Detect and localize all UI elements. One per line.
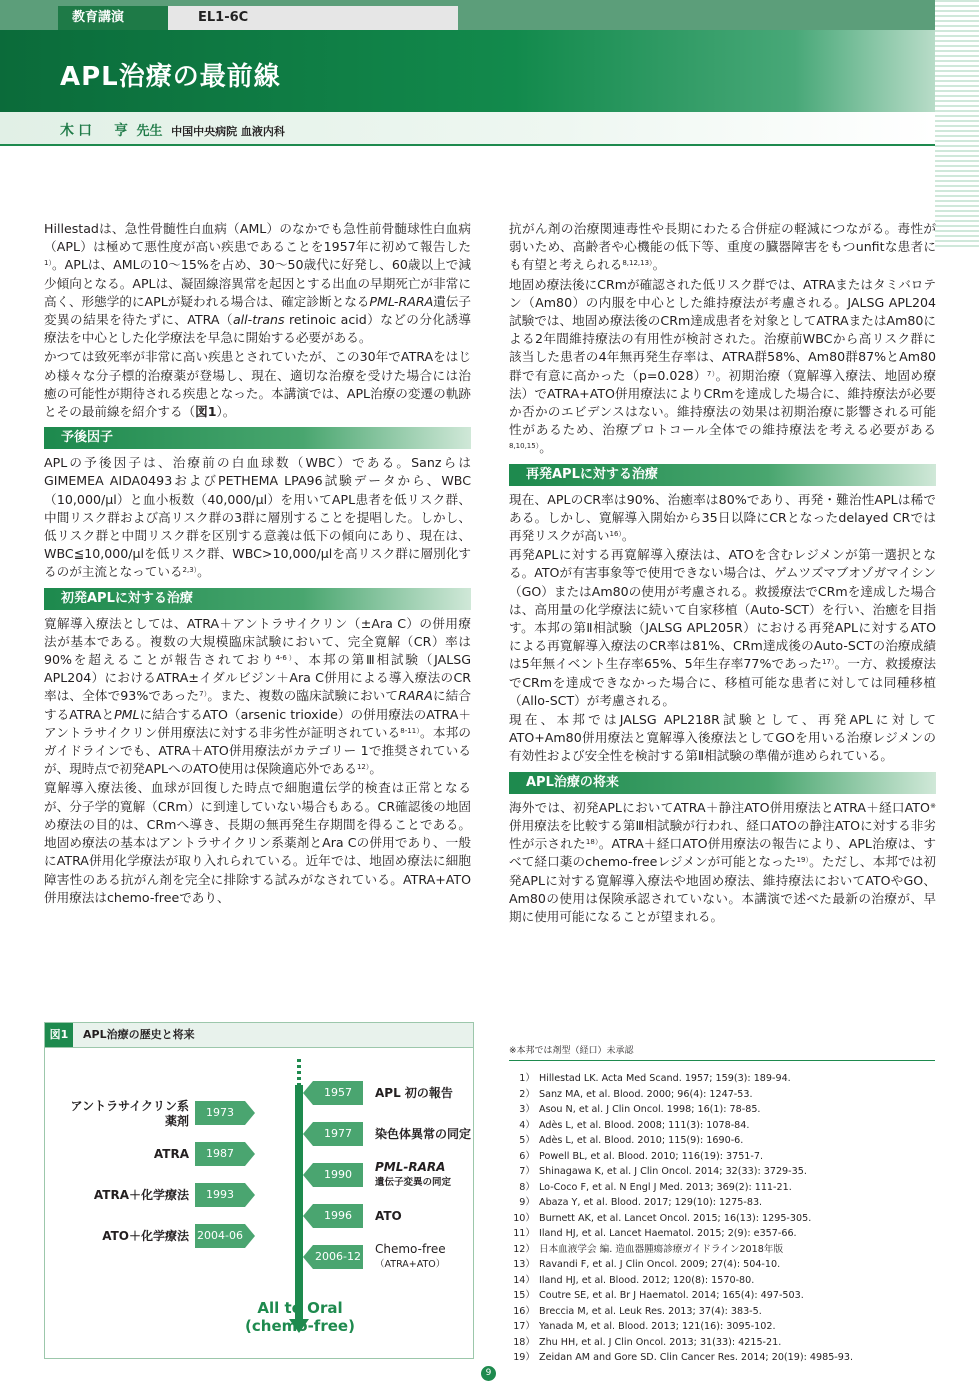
- arrow-right-icon: [245, 1224, 255, 1248]
- page-number: 9: [481, 1366, 496, 1381]
- reference-item: 3） Asou N, et al. J Clin Oncol. 1998; 16(1): 78-85.: [519, 1104, 761, 1115]
- section-heading-relapse: 再発APLに対する治療: [509, 464, 936, 486]
- left-column: [44, 220, 471, 907]
- author-honorific: 先生: [136, 124, 163, 139]
- reference-item: 16） Breccia M, et al. Leuk Res. 2013; 37(4): 383-5.: [513, 1305, 762, 1317]
- reference-item: 12） 日本血液学会 編. 造血器腫瘍診療ガイドライン2018年版: [513, 1243, 784, 1255]
- figure-1: [44, 1022, 474, 1359]
- timeline-left-label: ATRA: [153, 1147, 189, 1161]
- timeline-right-label: APL 初の報告: [375, 1086, 453, 1100]
- arrow-right-icon: [245, 1101, 255, 1125]
- relapse-paragraph-2: 再発APLに対する再寛解導入療法は、ATOを含むレジメンが第一選択となる。ATOが有害事象等で使用できない場合は、ゲムツズマブオゾガマイシン（GO）またはAm80の使用が考慮される。救援療法でCRmを達成した場合は、高用量の化学療法に続いて自家移植（Auto-SCT）を行い、治癒を目指す。本邦の第Ⅱ相試験（JALSG APL205R）における再発APLに対するATOによる再寛解導入療法のCR率は81%、CRm達成後のAuto-SCTの治療成績は5年無イベント生存率65%、5年生存率77%であった$^{17)}$。一方、救援療法でCRmを達成できなかった場合に、移植可能な患者に対しては同種移植（Allo-SCT）が考慮される。: [509, 547, 936, 708]
- timeline-right-label: 染色体異常の同定: [375, 1127, 472, 1141]
- intro-paragraph-2: かつては致死率が非常に高い疾患とされていたが、この30年でATRAをはじめ様々な分子標的治療薬が登場し、現在、適切な治療を受けた場合には治癒の可能性が期待される疾患となった。本講演では、APL治療の変遷の軌跡とその最前線を紹介する（図1）。: [44, 349, 471, 420]
- page-title: APL治療の最前線: [60, 62, 281, 92]
- author-affiliation: 中国中央病院 血液内科: [171, 125, 285, 138]
- reference-item: 14） Iland HJ, et al. Blood. 2012; 120(8): 1570-80.: [513, 1274, 755, 1286]
- timeline-right-label: PML-RARA 遺伝子変異の同定: [375, 1160, 452, 1188]
- reference-item: 1） Hillestad LK. Acta Med Scand. 1957; 159(3): 189-94.: [519, 1073, 791, 1084]
- intro-paragraph-1: Hillestadは、急性骨髄性白血病（AML）のなかでも急性前骨髄球性白血病（APL）は極めて悪性度が高い疾患であることを1957年に初めて報告した$^{1)}$。APLは、AMLの10～15%を占め、30～50歳代に好発し、60歳以上で減少傾向となる。APLは、凝固線溶異常を起因とする出血の早期死亡が非常に高く、形態学的にAPLが疑われる場合は、確定診断となるPML-RARA遺伝子変異の結果を待たずに、ATRA（all-trans retinoic acid）などの分化誘導療法を中心とした化学療法を早急に開始する必要がある。: [44, 221, 471, 346]
- maintenance-paragraph: 地固め療法後にCRmが確認された低リスク群では、ATRAまたはタミバロテン（Am80）の内服を中心とした維持療法が考慮される。JALSG APL204試験では、地固め療法後のCRm達成患者を対象としてATRAまたはAm80による2年間維持療法の有用性が検討された。治療前WBCから高リスク群に該当した患者の4年無再発生存率は、ATRA群58%、Am80群87%とAm80群で有意に高かった（p=0.028）$^{7)}$。初期治療（寛解導入療法、地固め療法）でATRA+ATO併用療法によりCRmを達成した場合に、維持療法が必要か否かのエビデンスはない。維持療法の効果は初期治療に影響される可能性があるため、治療プロトコール全体での維持療法を考える必要がある$^{8,10,15)}$。: [509, 276, 936, 456]
- timeline-left-label: アントラサイクリン系 薬剤: [70, 1099, 189, 1128]
- timeline-dashed-start: [297, 1059, 301, 1085]
- reference-item: 19） Zeidan AM and Gore SD. Clin Cancer Res. 2014; 20(19): 4985-93.: [513, 1352, 854, 1363]
- timeline-axis: [295, 1085, 303, 1320]
- reference-item: 6） Powell BL, et al. Blood. 2010; 116(19): 3751-7.: [519, 1150, 764, 1162]
- reference-item: 2） Sanz MA, et al. Blood. 2000; 96(4): 1247-53.: [519, 1088, 753, 1100]
- reference-item: 17） Yanada M, et al. Blood. 2013; 121(16): 3095-102.: [513, 1321, 776, 1332]
- section-heading-initial-treatment: 初発APLに対する治療: [44, 588, 471, 610]
- timeline-right-label: Chemo-free （ATRA+ATO）: [375, 1242, 446, 1270]
- initial-treatment-paragraph-1: 寛解導入療法としては、ATRA＋アントラサイクリン（±Ara C）の併用療法が基本である。複数の大規模臨床試験において、完全寛解（CR）率は90%を超えることが報告されており$^{4-6)}$、本邦の第Ⅲ相試験（JALSG APL204）におけるATRA±イダルビジン＋Ara C併用による導入療法のCR率は、全体で93%であった$^{7)}$。また、複数の臨床試験においてRARAに結合するATRAとPMLに結合するATO（arsenic trioxide）の併用療法のATRA＋アントラサイクリン併用療法に対する非劣性が証明されている$^{8-11)}$。本邦のガイドラインでも、ATRA＋ATO併用療法がカテゴリー 1で推奨されているが、現時点で初発APLへのATO使用は保険適応外である$^{12)}$。: [44, 615, 472, 777]
- relapse-paragraph-1: 現在、APLのCR率は90%、治癒率は80%であり、再発・難治性APLは稀である。しかし、寛解導入開始から35日以降にCRとなったdelayed CRでは再発リスクが高い$^{16)}$。: [509, 491, 936, 544]
- timeline-left-label: ATO＋化学療法: [102, 1229, 189, 1243]
- reference-item: 11） Iland HJ, et al. Lancet Haematol. 2015; 2(9): e357-66.: [513, 1228, 797, 1239]
- timeline-left-label: ATRA＋化学療法: [93, 1188, 189, 1202]
- author-name: 木口 亨: [60, 123, 132, 139]
- timeline-right-year: 1996: [313, 1204, 363, 1228]
- arrow-left-icon: [303, 1163, 313, 1187]
- references-divider: [509, 1060, 935, 1063]
- arrow-left-icon: [303, 1122, 313, 1146]
- reference-item: 10） Burnett AK, et al. Lancet Oncol. 2015; 16(13): 1295-305.: [513, 1212, 812, 1224]
- reference-item: 13） Ravandi F, et al. J Clin Oncol. 2009; 27(4): 504-10.: [513, 1259, 781, 1270]
- timeline-right-year: 1990: [313, 1163, 363, 1187]
- timeline-left-year: 1993: [195, 1183, 245, 1207]
- timeline-right-year: 1977: [313, 1122, 363, 1146]
- timeline-left-year: 2004-06: [195, 1224, 245, 1248]
- future-paragraph: 海外では、初発APLにおいてATRA＋静注ATO併用療法とATRA＋経口ATO※併用療法を比較する第Ⅲ相試験が行われ、経口ATOの静注ATOに対する非劣性が示された$^{18)}$。ATRA＋経口ATO併用療法の報告により、APL治療は、すべて経口薬のchemo-freeレジメンが可能となった$^{19)}$。ただし、本邦では初発APLに対する寛解導入療法や地固め療法、維持療法においてATOやGO、Am80の使用は保険承認されていない。本講演で述べた最新の治療が、早期に使用可能になることが望まれる。: [509, 799, 936, 924]
- footnote: ※本邦では剤型（経口）未承認: [509, 1046, 634, 1056]
- arrow-left-icon: [303, 1245, 313, 1269]
- initial-treatment-paragraph-2: 寛解導入療法後、血球が回復した時点で細胞遺伝学的検査は正常となるが、分子学的寛解（CRm）に到達していない場合もある。CR確認後の地固め療法の目的は、CRmへ導き、長期の無再発生存期間を得ることである。地固め療法の基本はアントラサイクリン系薬剤とAra Cの併用であり、一般にATRA併用化学療法が取り入れられている。近年では、地固め療法に細胞障害性のある抗がん剤を完全に排除する試みがなされている。ATRA+ATO併用療法はchemo-freeであり、: [44, 780, 471, 905]
- references-list: [509, 1071, 929, 1366]
- relapse-paragraph-3: 現在、本邦ではJALSG APL218R試験として、再発APLに対してATO+Am80併用療法と寛解導入後療法としてGOを用いる治療レジメンの有効性および安全性を検討する第Ⅱ相試験の準備が進められている。: [509, 712, 936, 764]
- reference-item: 8） Lo-Coco F, et al. N Engl J Med. 2013; 369(2): 111-21.: [519, 1181, 792, 1193]
- author-line: [60, 120, 285, 140]
- arrow-left-icon: [303, 1204, 313, 1228]
- timeline-left-year: 1973: [195, 1101, 245, 1125]
- reference-item: 9） Abaza Y, et al. Blood. 2017; 129(10): 1275-83.: [519, 1197, 763, 1208]
- arrow-left-icon: [303, 1081, 313, 1105]
- reference-item: 5） Adès L, et al. Blood. 2010; 115(9): 1690-6.: [519, 1135, 744, 1146]
- section-heading-future: APL治療の将来: [509, 772, 936, 794]
- timeline-left-year: 1987: [195, 1142, 245, 1166]
- reference-item: 4） Adès L, et al. Blood. 2008; 111(3): 1078-84.: [519, 1119, 750, 1131]
- decorative-stripe: [935, 0, 979, 250]
- arrow-right-icon: [245, 1142, 255, 1166]
- category-tag: 教育講演: [58, 6, 168, 30]
- timeline-right-year: 1957: [313, 1081, 363, 1105]
- figure-title: APL治療の歴史と将来: [83, 1028, 195, 1041]
- figure-header: [45, 1023, 473, 1048]
- timeline-right-label: ATO: [375, 1209, 402, 1223]
- reference-item: 15） Coutre SE, et al. Br J Haematol. 2014; 165(4): 497-503.: [513, 1290, 804, 1301]
- timeline-goal-label: All to Oral (chemo-free): [245, 1299, 355, 1335]
- prognosis-paragraph: APLの予後因子は、治療前の白血球数（WBC）である。SanzらはGIMEMEA AIDA0493およびPETHEMA LPA96試験データから、WBC（10,000/μl）と血小板数（40,000/μl）を用いてAPL患者を低リスク群、中間リスク群および高リスク群の3群に層別することを提唱した。しかし、低リスク群と中間リスク群を区別する意義は低下の傾向にあり、現在は、WBC≦10,000/μlを低リスク群、WBC>10,000/μlを高リスク群に層別化するのが主流となっている$^{2,3)}$。: [44, 455, 471, 580]
- reference-item: 7） Shinagawa K, et al. J Clin Oncol. 2014; 32(33): 3729-35.: [519, 1166, 807, 1177]
- section-heading-prognosis: 予後因子: [44, 427, 471, 449]
- right-column: [509, 220, 936, 926]
- figure-number: 図1: [45, 1023, 73, 1047]
- reference-item: 18） Zhu HH, et al. J Clin Oncol. 2013; 31(33): 4215-21.: [513, 1336, 782, 1348]
- session-code-tag: EL1-6C: [168, 6, 458, 30]
- arrow-right-icon: [245, 1183, 255, 1207]
- continued-paragraph: 抗がん剤の治療関連毒性や長期にわたる合併症の軽減につながる。毒性が弱いため、高齢者や心機能の低下等、重度の臓器障害をもつunfitな患者にも有望と考えられる$^{8,12,13)}$。: [509, 221, 936, 273]
- timeline-right-year: 2006-12: [313, 1245, 363, 1269]
